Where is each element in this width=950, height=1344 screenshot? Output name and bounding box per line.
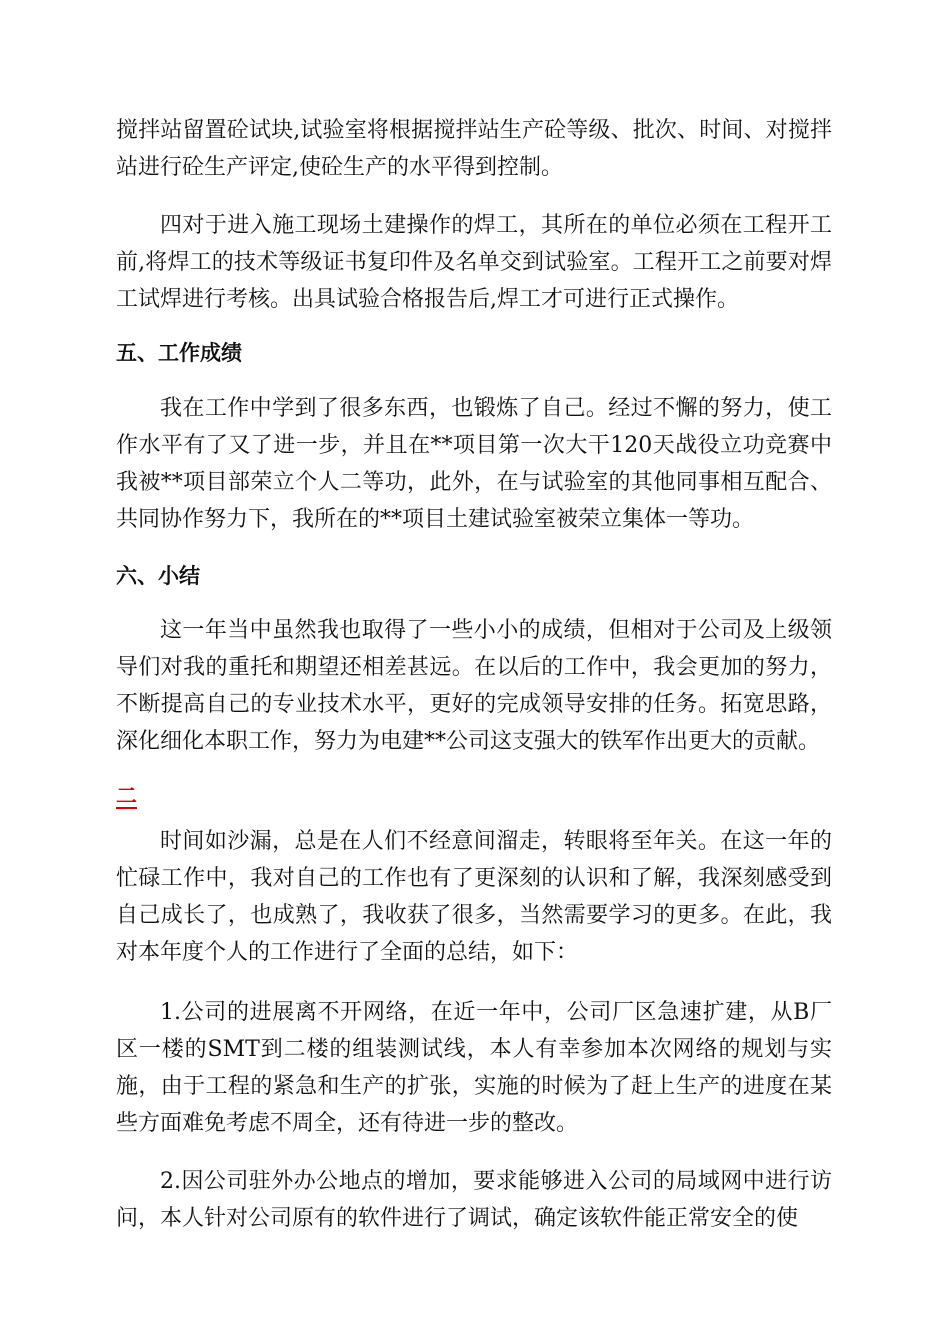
paragraph-welder: 四对于进入施工现场土建操作的焊工，其所在的单位必须在工程开工前,将焊工的技术等级证书复印件及名单交到试验室。工程开工之前要对焊工试焊进行考核。出具试验合格报告后,焊工才可进行正式操作。: [116, 213, 832, 312]
heading-six-block: [116, 561, 832, 591]
paragraph-achievements-block: [116, 390, 832, 538]
list-paragraph-item-1: 1.公司的进展离不开网络，在近一年中，公司厂区急速扩建，从B厂区一楼的SMT到二楼的组装测试线，本人有幸参加本次网络的规划与实施，由于工程的紧急和生产的扩张，实施的时候为了赶上生产的进度在某些方面难免考虑不周全，还有待进一步的整改。: [116, 1000, 832, 1136]
section-heading-five: 五、工作成绩: [116, 341, 242, 365]
paragraph-achievements: 我在工作中学到了很多东西，也锻炼了自己。经过不懈的努力，使工作水平有了又了进一步，并且在**项目第一次大干120天战役立功竞赛中我被**项目部荣立个人二等功，此外，在与试验室的其他同事相互配合、共同协作努力下，我所在的**项目土建试验室被荣立集体一等功。: [116, 396, 832, 532]
paragraph-intro: 时间如沙漏，总是在人们不经意间溜走，转眼将至年关。在这一年的忙碌工作中，我对自己的工作也有了更深刻的认识和了解，我深刻感受到自己成长了，也成熟了，我收获了很多，当然需要学习的更多。在此，我对本年度个人的工作进行了全面的总结，如下：: [116, 829, 832, 965]
list-paragraph-item-2: 2.因公司驻外办公地点的增加，要求能够进入公司的局域网中进行访问，本人针对公司原有的软件进行了调试，确定该软件能正常安全的使: [116, 1169, 832, 1231]
paragraph-continued: 搅拌站留置砼试块,试验室将根据搅拌站生产砼等级、批次、时间、对搅拌站进行砼生产评定,使砼生产的水平得到控制。: [116, 118, 832, 180]
paragraph-continued-block: [116, 112, 832, 186]
section-heading-six: 六、小结: [116, 564, 200, 588]
section-heading-two: 二: [116, 784, 137, 808]
heading-five-block: [116, 338, 832, 368]
paragraph-summary-block: [116, 612, 832, 760]
paragraph-item2-block: [116, 1163, 832, 1237]
paragraph-item1-block: [116, 994, 832, 1142]
paragraph-welder-block: [116, 207, 832, 318]
heading-two-block: [116, 781, 832, 811]
paragraph-intro-block: [116, 823, 832, 971]
paragraph-summary: 这一年当中虽然我也取得了一些小小的成绩，但相对于公司及上级领导们对我的重托和期望还相差甚远。在以后的工作中，我会更加的努力，不断提高自己的专业技术水平，更好的完成领导安排的任务。拓宽思路，深化细化本职工作，努力为电建**公司这支强大的铁军作出更大的贡献。: [116, 618, 832, 754]
